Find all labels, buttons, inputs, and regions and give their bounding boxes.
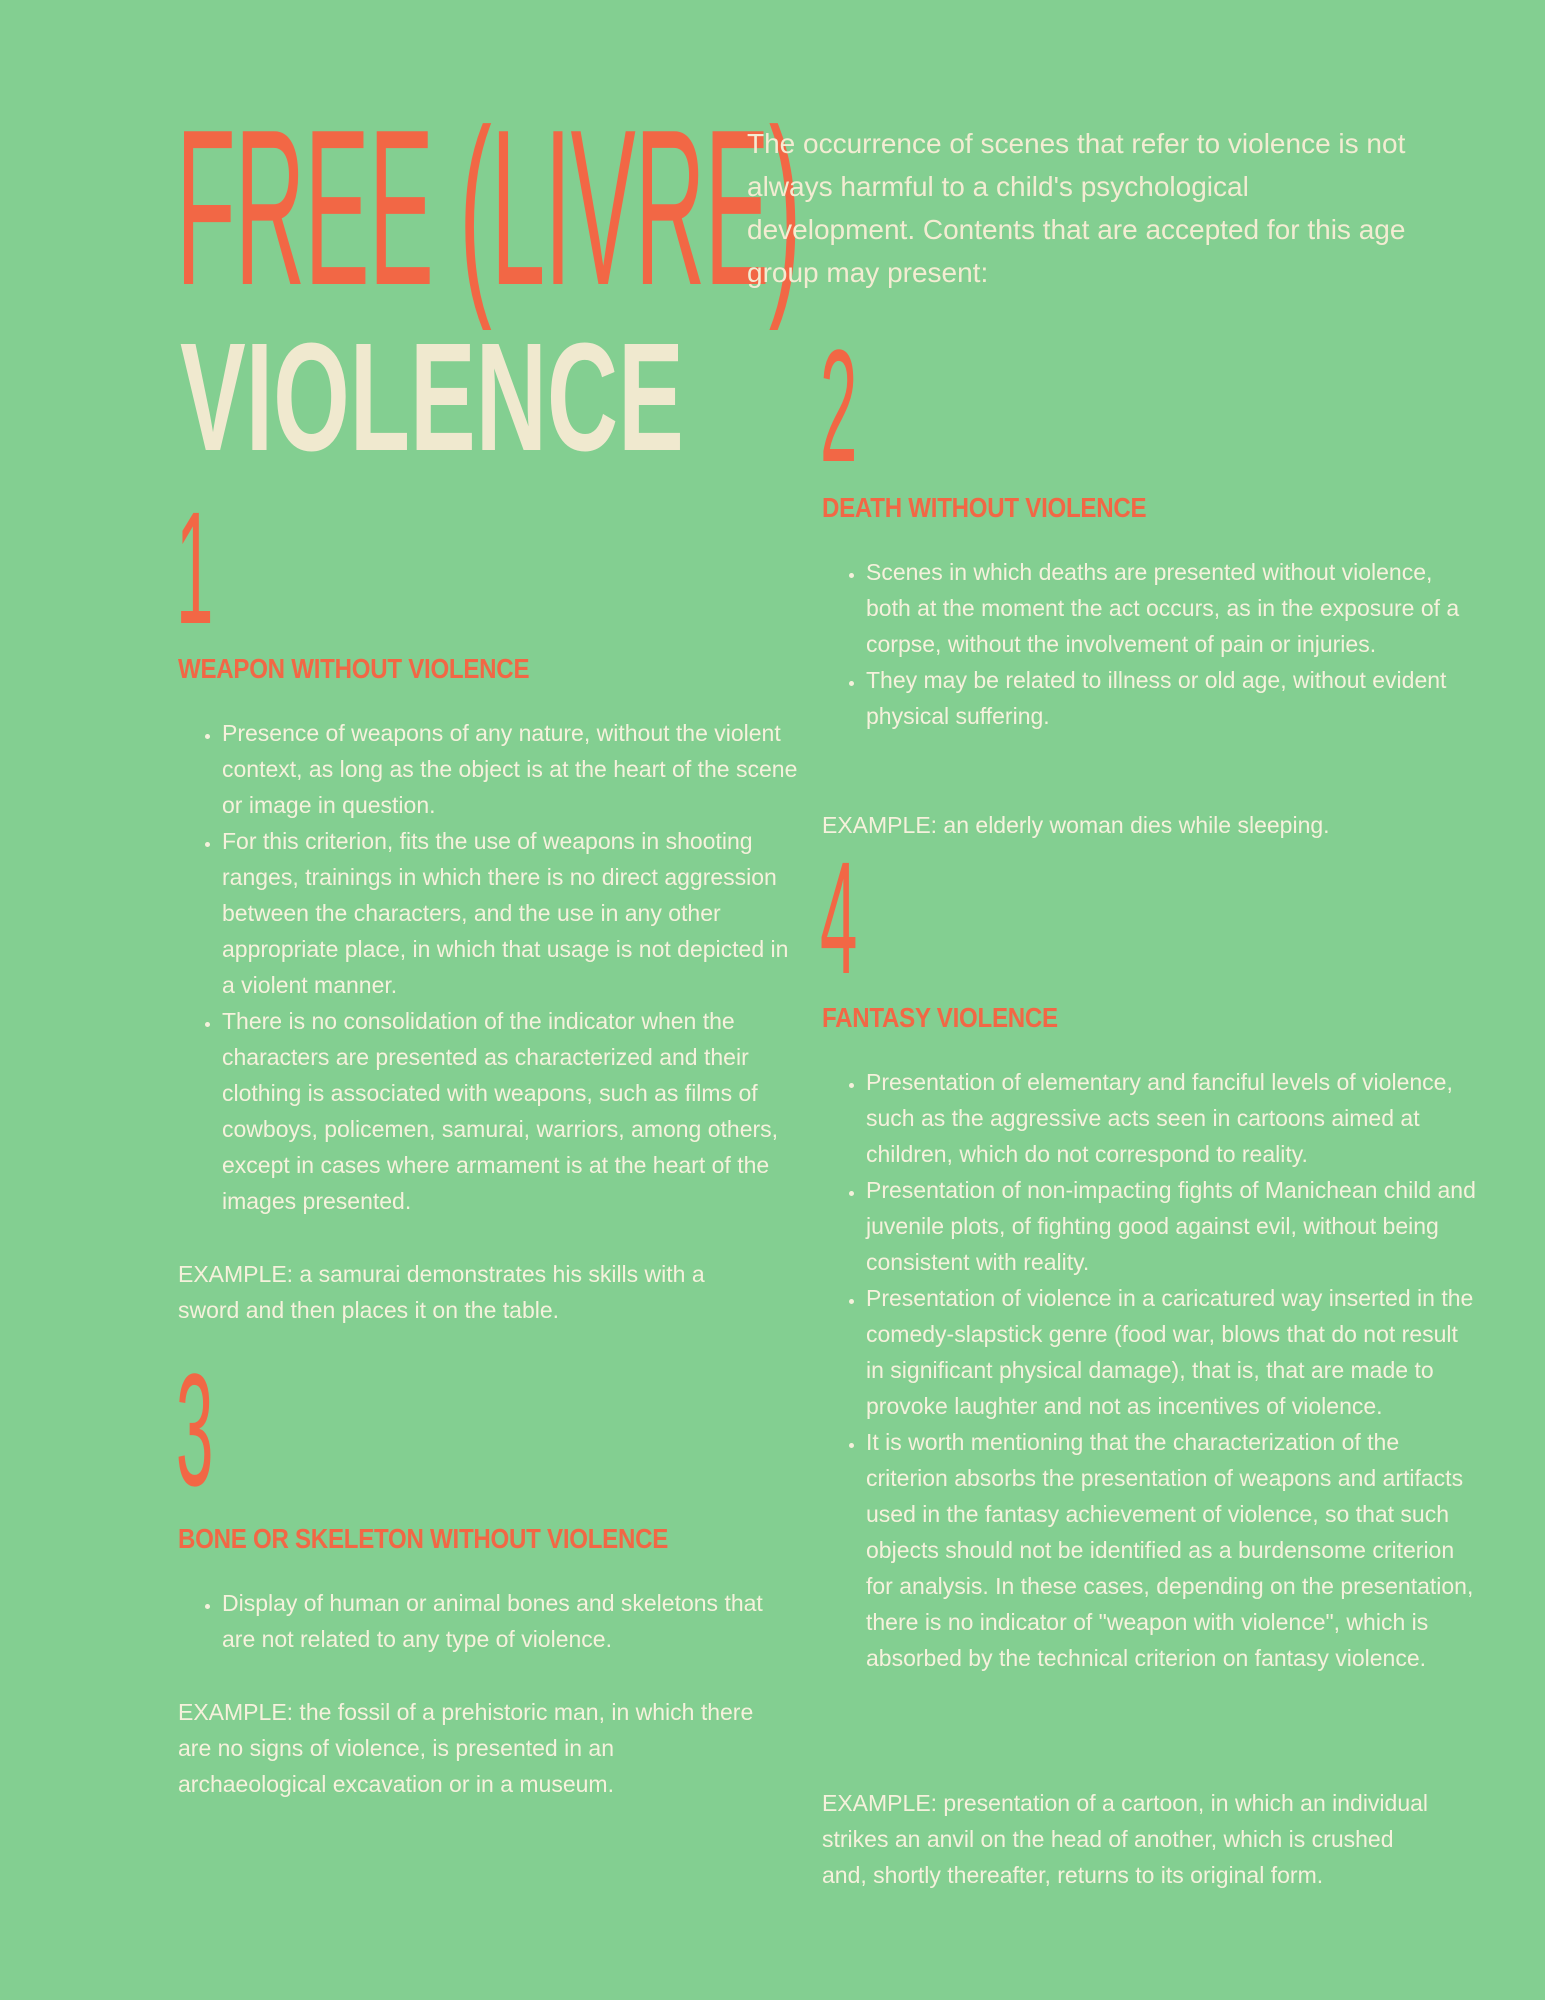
- section-2-bullets: [822, 554, 1476, 734]
- list-item: • Presentation of elementary and fanciful levels of violence, such as the aggressive acts seen in cartoons aimed at children, which do not correspond to reality.: [866, 1064, 1476, 1172]
- title-line-2: VIOLENCE: [180, 311, 684, 483]
- section-1-heading: WEAPON WITHOUT VIOLENCE: [178, 653, 530, 684]
- list-item: • Presentation of violence in a caricatured way inserted in the comedy-slapstick genre (food war, blows that do not result in significant physical damage), that is, that are made to provoke laughter and not as incentives of violence.: [866, 1280, 1476, 1424]
- list-item: • For this criterion, fits the use of weapons in shooting ranges, trainings in which there is no direct aggression between the characters, and the use in any other appropriate place, in which that usage is not depicted in a violent manner.: [222, 823, 802, 1003]
- list-item: • Presence of weapons of any nature, without the violent context, as long as the object is at the heart of the scene or image in question.: [222, 715, 802, 823]
- section-3-example: EXAMPLE: the fossil of a prehistoric man, in which there are no signs of violence, is presented in an archaeological excavation or in a museum.: [178, 1699, 754, 1797]
- section-4-example: EXAMPLE: presentation of a cartoon, in which an individual strikes an anvil on the head of another, which is crushed and, shortly thereafter, returns to its original form.: [822, 1790, 1429, 1888]
- list-item: • It is worth mentioning that the characterization of the criterion absorbs the presentation of weapons and artifacts used in the fantasy achievement of violence, so that such objects should not be identified as a burdensome criterion for analysis. In these cases, depending on the presentation, there is no indicator of "weapon with violence", which is absorbed by the technical criterion on fantasy violence.: [866, 1424, 1476, 1676]
- section-2-number: 2: [820, 316, 858, 495]
- list-item: • Presentation of non-impacting fights of Manichean child and juvenile plots, of fighting good against evil, without being consistent with reality.: [866, 1172, 1476, 1280]
- section-3-bullets: [178, 1585, 802, 1657]
- intro-paragraph: The occurrence of scenes that refer to violence is not always harmful to a child's psychological development. Contents that are accepted for this age group may present:: [747, 128, 1406, 288]
- section-3-heading: BONE OR SKELETON WITHOUT VIOLENCE: [178, 1523, 669, 1554]
- list-item: • There is no consolidation of the indicator when the characters are presented as characterized and their clothing is associated with weapons, such as films of cowboys, policemen, samurai, warriors, among others, except in cases where armament is at the heart of the images presented.: [222, 1003, 802, 1219]
- section-3-number: 3: [176, 1340, 214, 1519]
- section-2-example: EXAMPLE: an elderly woman dies while sleeping.: [822, 812, 1330, 838]
- list-item: • Display of human or animal bones and skeletons that are not related to any type of violence.: [222, 1585, 802, 1657]
- section-4-bullets: [822, 1064, 1476, 1676]
- section-4-number: 4: [820, 828, 858, 1007]
- list-item: • Scenes in which deaths are presented without violence, both at the moment the act occurs, as in the exposure of a corpse, without the involvement of pain or injuries.: [866, 554, 1476, 662]
- list-item: • They may be related to illness or old age, without evident physical suffering.: [866, 662, 1476, 734]
- section-2-heading: DEATH WITHOUT VIOLENCE: [822, 492, 1147, 523]
- title-line-1: FREE (LIVRE): [176, 84, 801, 332]
- section-1-example: EXAMPLE: a samurai demonstrates his skills with a sword and then places it on the table.: [178, 1261, 705, 1323]
- section-4-heading: FANTASY VIOLENCE: [822, 1002, 1058, 1033]
- section-1-bullets: [178, 715, 802, 1219]
- section-1-number: 1: [176, 478, 214, 657]
